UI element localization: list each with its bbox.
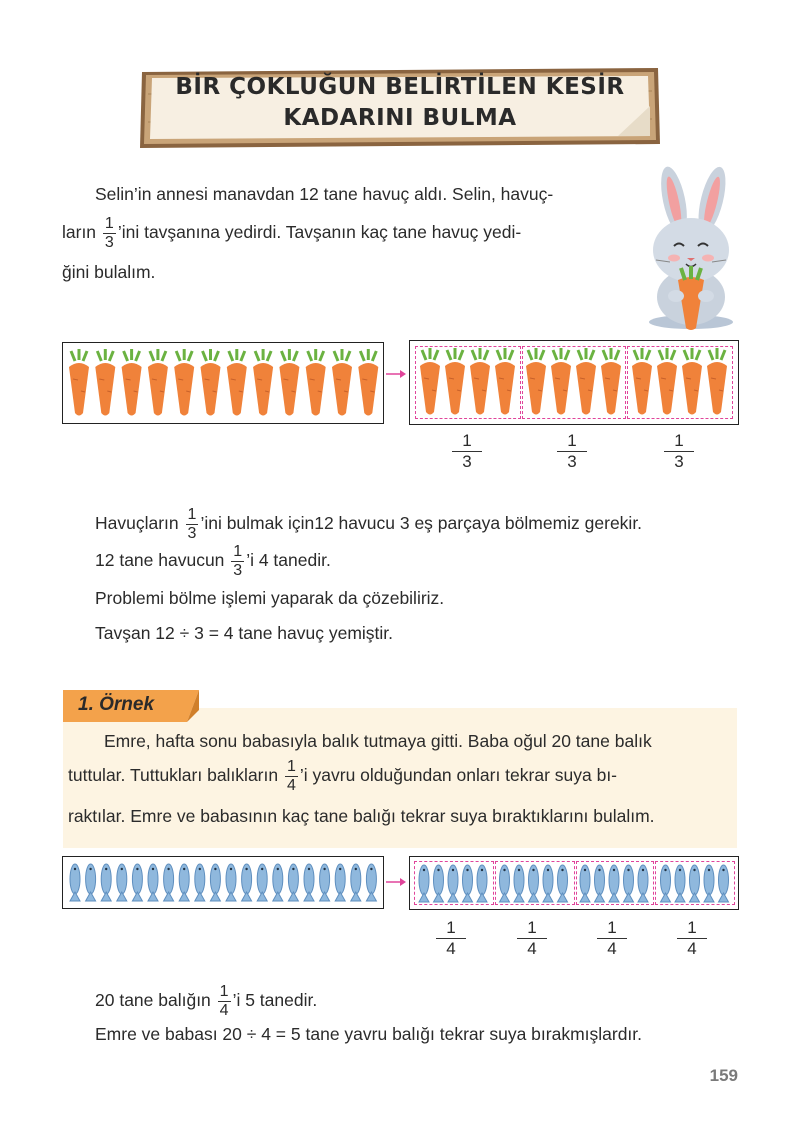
- carrot-icon: [682, 348, 702, 415]
- fish-icon: [609, 865, 619, 902]
- fraction-denominator: 3: [674, 452, 684, 471]
- fish-icon: [661, 865, 671, 902]
- fish-row: [63, 857, 383, 908]
- explanation-text-c: 12 tane havucun: [95, 550, 225, 571]
- carrot-fraction-2: [557, 431, 587, 472]
- intro-fraction: [103, 215, 116, 252]
- page-title: [150, 72, 650, 134]
- fish-icon: [477, 865, 487, 902]
- explanation-fraction-1: [186, 506, 199, 543]
- carrot-icon: [526, 348, 546, 415]
- fish-icon: [719, 865, 729, 902]
- carrot-icon: [601, 348, 621, 415]
- carrot-icon: [445, 348, 465, 415]
- intro-line-3: ğini bulalım.: [62, 262, 156, 282]
- page-number: 159: [709, 1066, 738, 1085]
- fish-icon: [86, 864, 96, 901]
- fish-icon: [638, 865, 648, 902]
- fish-icon: [558, 865, 568, 902]
- fish-icon: [434, 865, 444, 902]
- fish-all-panel: [62, 856, 384, 909]
- fish-icon: [704, 865, 714, 902]
- fish-icon: [117, 864, 127, 901]
- fish-icon: [419, 865, 429, 902]
- fraction-denominator: 3: [567, 452, 577, 471]
- carrot-fraction-3: [664, 431, 694, 472]
- result-line-1: [95, 983, 317, 1020]
- fish-grouped-panel: [409, 856, 739, 910]
- fraction-numerator: 1: [517, 918, 547, 939]
- fish-icon: [304, 864, 314, 901]
- fish-fraction-1: [436, 918, 466, 959]
- fraction-numerator: 1: [597, 918, 627, 939]
- fish-icon: [448, 865, 458, 902]
- fraction-denominator: 4: [286, 777, 296, 794]
- carrot-icon: [95, 349, 115, 416]
- carrot-grouped-row: [410, 341, 738, 424]
- carrot-icon: [551, 348, 571, 415]
- fish-icon: [624, 865, 634, 902]
- fraction-denominator: 4: [446, 939, 456, 958]
- fraction-numerator: 1: [452, 431, 482, 452]
- example-fraction: [285, 758, 298, 795]
- fish-icon: [164, 864, 174, 901]
- result-text-b: ’i 5 tanedir.: [232, 990, 318, 1011]
- fish-icon: [514, 865, 524, 902]
- fraction-numerator: 1: [219, 983, 229, 1000]
- carrot-icon: [495, 348, 515, 415]
- fish-icon: [335, 864, 345, 901]
- carrot-icon: [227, 349, 247, 416]
- carrot-icon: [174, 349, 194, 416]
- fraction-numerator: 1: [677, 918, 707, 939]
- carrot-icon: [148, 349, 168, 416]
- example-line-3: raktılar. Emre ve babasının kaç tane balığı tekrar suya bıraktıklarını bulalım.: [68, 806, 655, 826]
- fraction-denominator: 3: [187, 525, 197, 542]
- fish-icon: [675, 865, 685, 902]
- carrot-icon: [470, 348, 490, 415]
- fish-icon: [101, 864, 111, 901]
- fish-icon: [70, 864, 80, 901]
- carrot-icon: [122, 349, 142, 416]
- result-fraction: [218, 983, 231, 1020]
- explanation-text-a: Havuçların: [95, 513, 179, 534]
- fraction-denominator: 4: [687, 939, 697, 958]
- explanation-line-1: [95, 506, 642, 543]
- intro-text-b: ’ini tavşanına yedirdi. Tavşanın kaç tane havuç yedi-: [117, 222, 522, 243]
- carrot-icon: [707, 348, 727, 415]
- intro-line-1: Selin’in annesi manavdan 12 tane havuç aldı. Selin, havuç-: [95, 184, 554, 204]
- fish-icon: [226, 864, 236, 901]
- carrot-icon: [201, 349, 221, 416]
- fish-icon: [351, 864, 361, 901]
- fish-icon: [580, 865, 590, 902]
- fraction-denominator: 4: [219, 1002, 229, 1019]
- explanation-line-2: [95, 543, 331, 580]
- fish-icon: [257, 864, 267, 901]
- carrot-icon: [332, 349, 352, 416]
- carrot-icon: [657, 348, 677, 415]
- fraction-numerator: 1: [233, 543, 243, 560]
- fish-fraction-4: [677, 918, 707, 959]
- fish-icon: [273, 864, 283, 901]
- fish-icon: [320, 864, 330, 901]
- fish-icon: [242, 864, 252, 901]
- result-line-2: Emre ve babası 20 ÷ 4 = 5 tane yavru balığı tekrar suya bırakmışlardır.: [95, 1024, 643, 1044]
- fraction-numerator: 1: [664, 431, 694, 452]
- carrot-fraction-1: [452, 431, 482, 472]
- carrot-icon: [358, 349, 378, 416]
- fraction-denominator: 3: [104, 234, 114, 251]
- bunny-with-carrot-illustration: [636, 162, 746, 332]
- example-line-1: Emre, hafta sonu babasıyla balık tutmaya gitti. Baba oğul 20 tane balık: [104, 731, 652, 751]
- carrot-icon: [69, 349, 89, 416]
- carrot-icon: [279, 349, 299, 416]
- carrot-icon: [632, 348, 652, 415]
- fraction-numerator: 1: [436, 918, 466, 939]
- title-line-2: KADARINI BULMA: [283, 105, 517, 131]
- fish-grouped-row: [410, 857, 738, 909]
- carrot-icon: [253, 349, 273, 416]
- intro-line-2: [62, 215, 521, 252]
- fish-icon: [529, 865, 539, 902]
- carrot-row: [63, 343, 383, 423]
- fraction-denominator: 3: [233, 562, 243, 579]
- fish-icon: [463, 865, 473, 902]
- fraction-denominator: 4: [527, 939, 537, 958]
- explanation-text-b: ’ini bulmak için12 havucu 3 eş parçaya bölmemiz gerekir.: [200, 513, 643, 534]
- carrot-icon: [420, 348, 440, 415]
- fish-icon: [210, 864, 220, 901]
- fish-icon: [543, 865, 553, 902]
- fraction-numerator: 1: [557, 431, 587, 452]
- fish-icon: [288, 864, 298, 901]
- explanation-line-3: Problemi bölme işlemi yaparak da çözebiliriz.: [95, 588, 445, 608]
- fraction-denominator: 3: [462, 452, 472, 471]
- explanation-fraction-2: [231, 543, 244, 580]
- explanation-line-4: Tavşan 12 ÷ 3 = 4 tane havuç yemiştir.: [95, 623, 394, 643]
- fish-icon: [690, 865, 700, 902]
- fraction-numerator: 1: [286, 758, 296, 775]
- example-text-a: tuttular. Tuttukları balıkların: [68, 765, 279, 786]
- fish-icon: [195, 864, 205, 901]
- carrots-grouped-panel: [409, 340, 739, 425]
- title-line-1: BİR ÇOKLUĞUN BELİRTİLEN KESİR: [175, 74, 625, 100]
- example-text-b: ’i yavru olduğundan onları tekrar suya bı-: [299, 765, 618, 786]
- explanation-text-d: ’i 4 tanedir.: [246, 550, 331, 571]
- fish-fraction-3: [597, 918, 627, 959]
- result-text-a: 20 tane balığın: [95, 990, 211, 1011]
- fish-icon: [500, 865, 510, 902]
- example-label: 1. Örnek: [78, 694, 155, 715]
- carrot-icon: [306, 349, 326, 416]
- fish-icon: [179, 864, 189, 901]
- fraction-numerator: 1: [104, 215, 114, 232]
- fraction-numerator: 1: [187, 506, 197, 523]
- carrot-icon: [576, 348, 596, 415]
- example-line-2: [68, 758, 617, 795]
- fish-icon: [595, 865, 605, 902]
- fish-icon: [366, 864, 376, 901]
- fraction-denominator: 4: [607, 939, 617, 958]
- carrots-all-panel: [62, 342, 384, 424]
- arrow-right-icon: [385, 877, 407, 887]
- fish-icon: [132, 864, 142, 901]
- intro-text-a: ların: [62, 222, 97, 243]
- fish-icon: [148, 864, 158, 901]
- arrow-right-icon: [385, 369, 407, 379]
- fish-fraction-2: [517, 918, 547, 959]
